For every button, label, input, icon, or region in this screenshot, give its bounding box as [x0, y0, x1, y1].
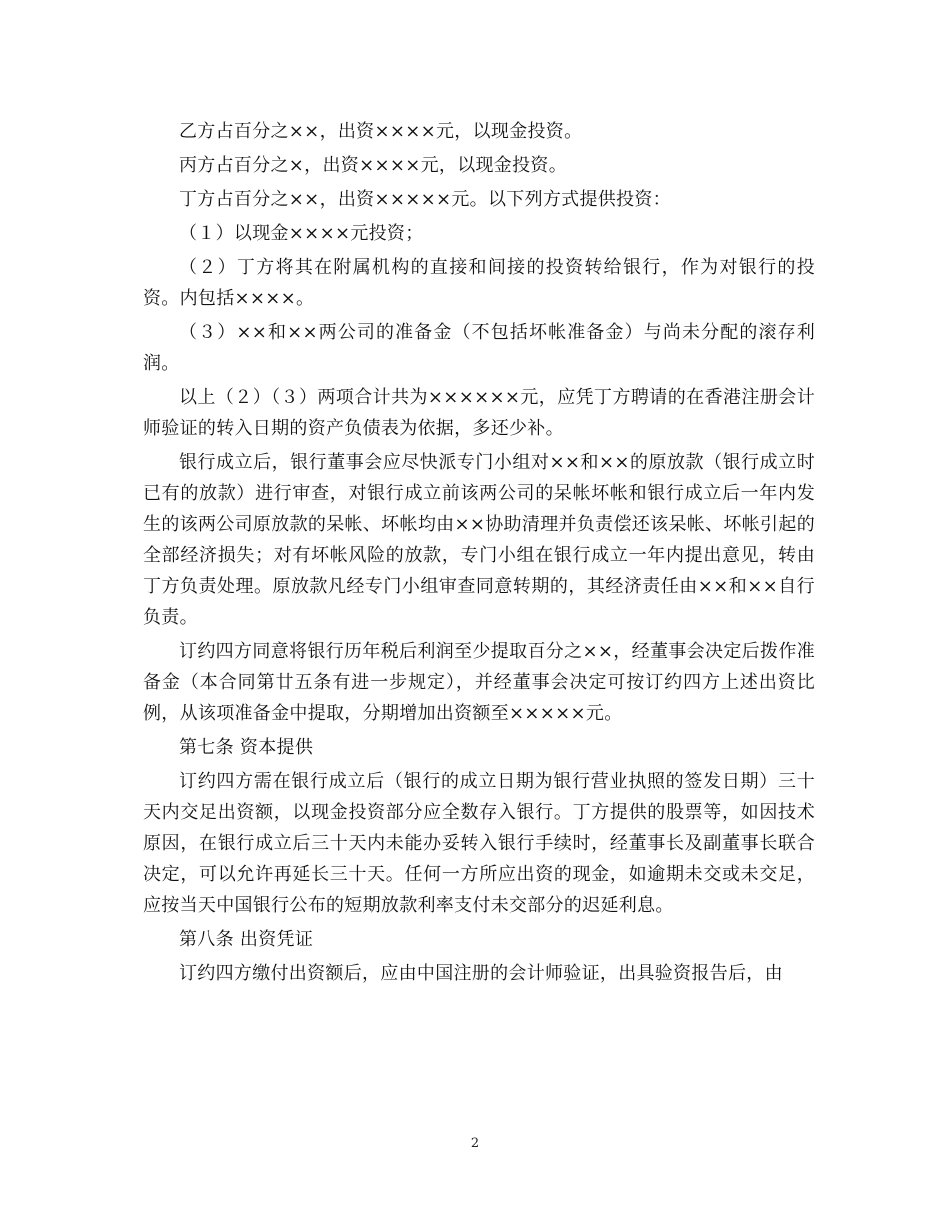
paragraph: （１）以现金××××元投资； — [179, 223, 424, 244]
section-heading: 第七条 资本提供 — [179, 737, 314, 758]
document-body — [143, 116, 815, 992]
page-number: 2 — [470, 1136, 480, 1151]
paragraph: （２）丁方将其在附属机构的直接和间接的投资转给银行，作为对银行的投资。内包括××××。 — [143, 257, 815, 309]
paragraph: 以上（２）（３）两项合计共为××××××元，应凭丁方聘请的在香港注册会计师验证的转入日期的资产负债表为依据，多还少补。 — [143, 387, 815, 439]
paragraph: 订约四方需在银行成立后（银行的成立日期为银行营业执照的签发日期）三十天内交足出资额，以现金投资部分应全数存入银行。丁方提供的股票等，如因技术原因，在银行成立后三十天内未能办妥转入银行手续时，经董事长及副董事长联合决定，可以允许再延长三十天。任何一方所应出资的现金，如逾期未交或未交足，应按当天中国银行公布的短期放款利率支付未交部分的迟延利息。 — [143, 771, 815, 916]
paragraph: 订约四方同意将银行历年税后利润至少提取百分之××，经董事会决定后拨作准备金（本合同第廿五条有进一步规定），并经董事会决定可按订约四方上述出资比例，从该项准备金中提取，分期增加出资额至×××××元。 — [143, 641, 815, 724]
paragraph: 乙方占百分之××，出资××××元，以现金投资。 — [179, 121, 583, 142]
paragraph: 丙方占百分之×，出资××××元，以现金投资。 — [179, 155, 568, 176]
paragraph: 订约四方缴付出资额后，应由中国注册的会计师验证，出具验资报告后，由 — [179, 963, 783, 984]
section-heading: 第八条 出资凭证 — [179, 929, 314, 950]
paragraph: 丁方占百分之××，出资×××××元。以下列方式提供投资： — [179, 189, 671, 210]
paragraph: （３）××和××两公司的准备金（不包括坏帐准备金）与尚未分配的滚存利润。 — [143, 322, 815, 374]
paragraph: 银行成立后，银行董事会应尽快派专门小组对××和××的原放款（银行成立时已有的放款）进行审查，对银行成立前该两公司的呆帐坏帐和银行成立后一年内发生的该两公司原放款的呆帐、坏帐均由××协助清理并负责偿还该呆帐、坏帐引起的全部经济损失；对有坏帐风险的放款，专门小组在银行成立一年内提出意见，转由丁方负责处理。原放款凡经专门小组审查同意转期的，其经济责任由××和××自行负责。 — [143, 452, 815, 628]
